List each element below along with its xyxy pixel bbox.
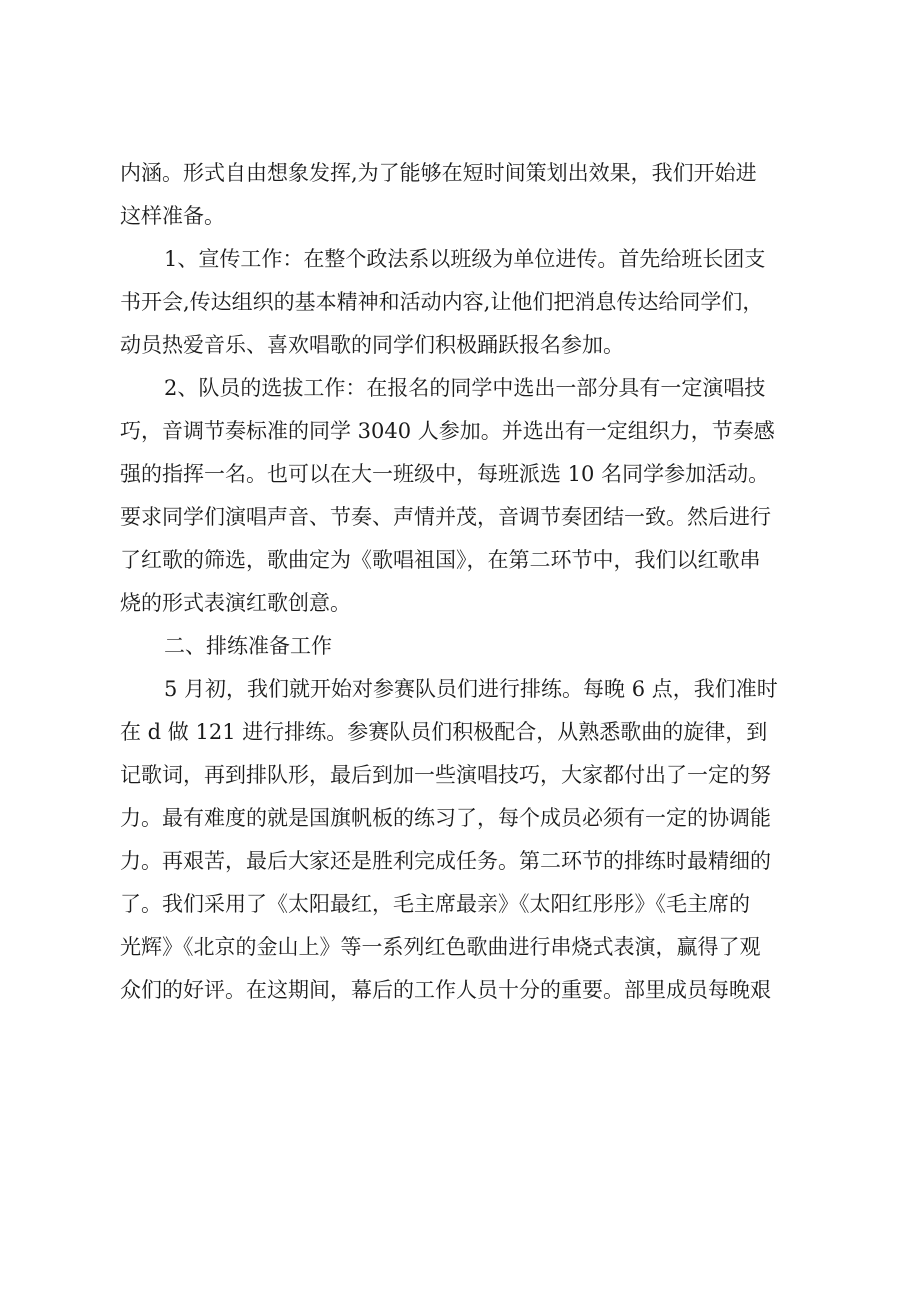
text-line: 内涵。形式自由想象发挥,为了能够在短时间策划出效果，我们开始进	[120, 161, 757, 185]
text-line: 要求同学们演唱声音、节奏、声情并茂，音调节奏团结一致。然后进行	[120, 505, 771, 529]
text-line: 动员热爱音乐、喜欢唱歌的同学们积极踊跃报名参加。	[120, 333, 624, 357]
text-line: 众们的好评。在这期间，幕后的工作人员十分的重要。部里成员每晚艰	[120, 978, 771, 1002]
section-heading: 二、排练准备工作	[164, 634, 332, 658]
text-line: 在 d 做 121 进行排练。参赛队员们积极配合，从熟悉歌曲的旋律，到	[120, 720, 768, 744]
text-line: 这样准备。	[120, 204, 225, 228]
text-line: 力。再艰苦，最后大家还是胜利完成任务。第二环节的排练时最精细的	[120, 849, 771, 873]
text-line: 5 月初，我们就开始对参赛队员们进行排练。每晚 6 点，我们准时	[164, 677, 778, 701]
text-line: 力。最有难度的就是国旗帆板的练习了，每个成员必须有一定的协调能	[120, 806, 771, 830]
text-line: 烧的形式表演红歌创意。	[120, 591, 351, 615]
text-line: 巧，音调节奏标准的同学 3040 人参加。并选出有一定组织力，节奏感	[120, 419, 775, 443]
text-line: 记歌词，再到排队形，最后到加一些演唱技巧，大家都付出了一定的努	[120, 763, 771, 787]
text-line: 书开会,传达组织的基本精神和活动内容,让他们把消息传达给同学们，	[120, 290, 764, 314]
text-line: 强的指挥一名。也可以在大一班级中，每班派选 10 名同学参加活动。	[120, 462, 770, 486]
text-line: 2、队员的选拔工作：在报名的同学中选出一部分具有一定演唱技	[164, 376, 766, 400]
document-body	[120, 152, 840, 1012]
text-line: 光辉》《北京的金山上》等一系列红色歌曲进行串烧式表演，赢得了观	[120, 935, 761, 959]
text-line: 1、宣传工作：在整个政法系以班级为单位进传。首先给班长团支	[164, 247, 766, 271]
text-line: 了。我们采用了《太阳最红，毛主席最亲》《太阳红彤彤》《毛主席的	[120, 892, 750, 916]
text-line: 了红歌的筛选，歌曲定为《歌唱祖国》，在第二环节中，我们以红歌串	[120, 548, 761, 572]
